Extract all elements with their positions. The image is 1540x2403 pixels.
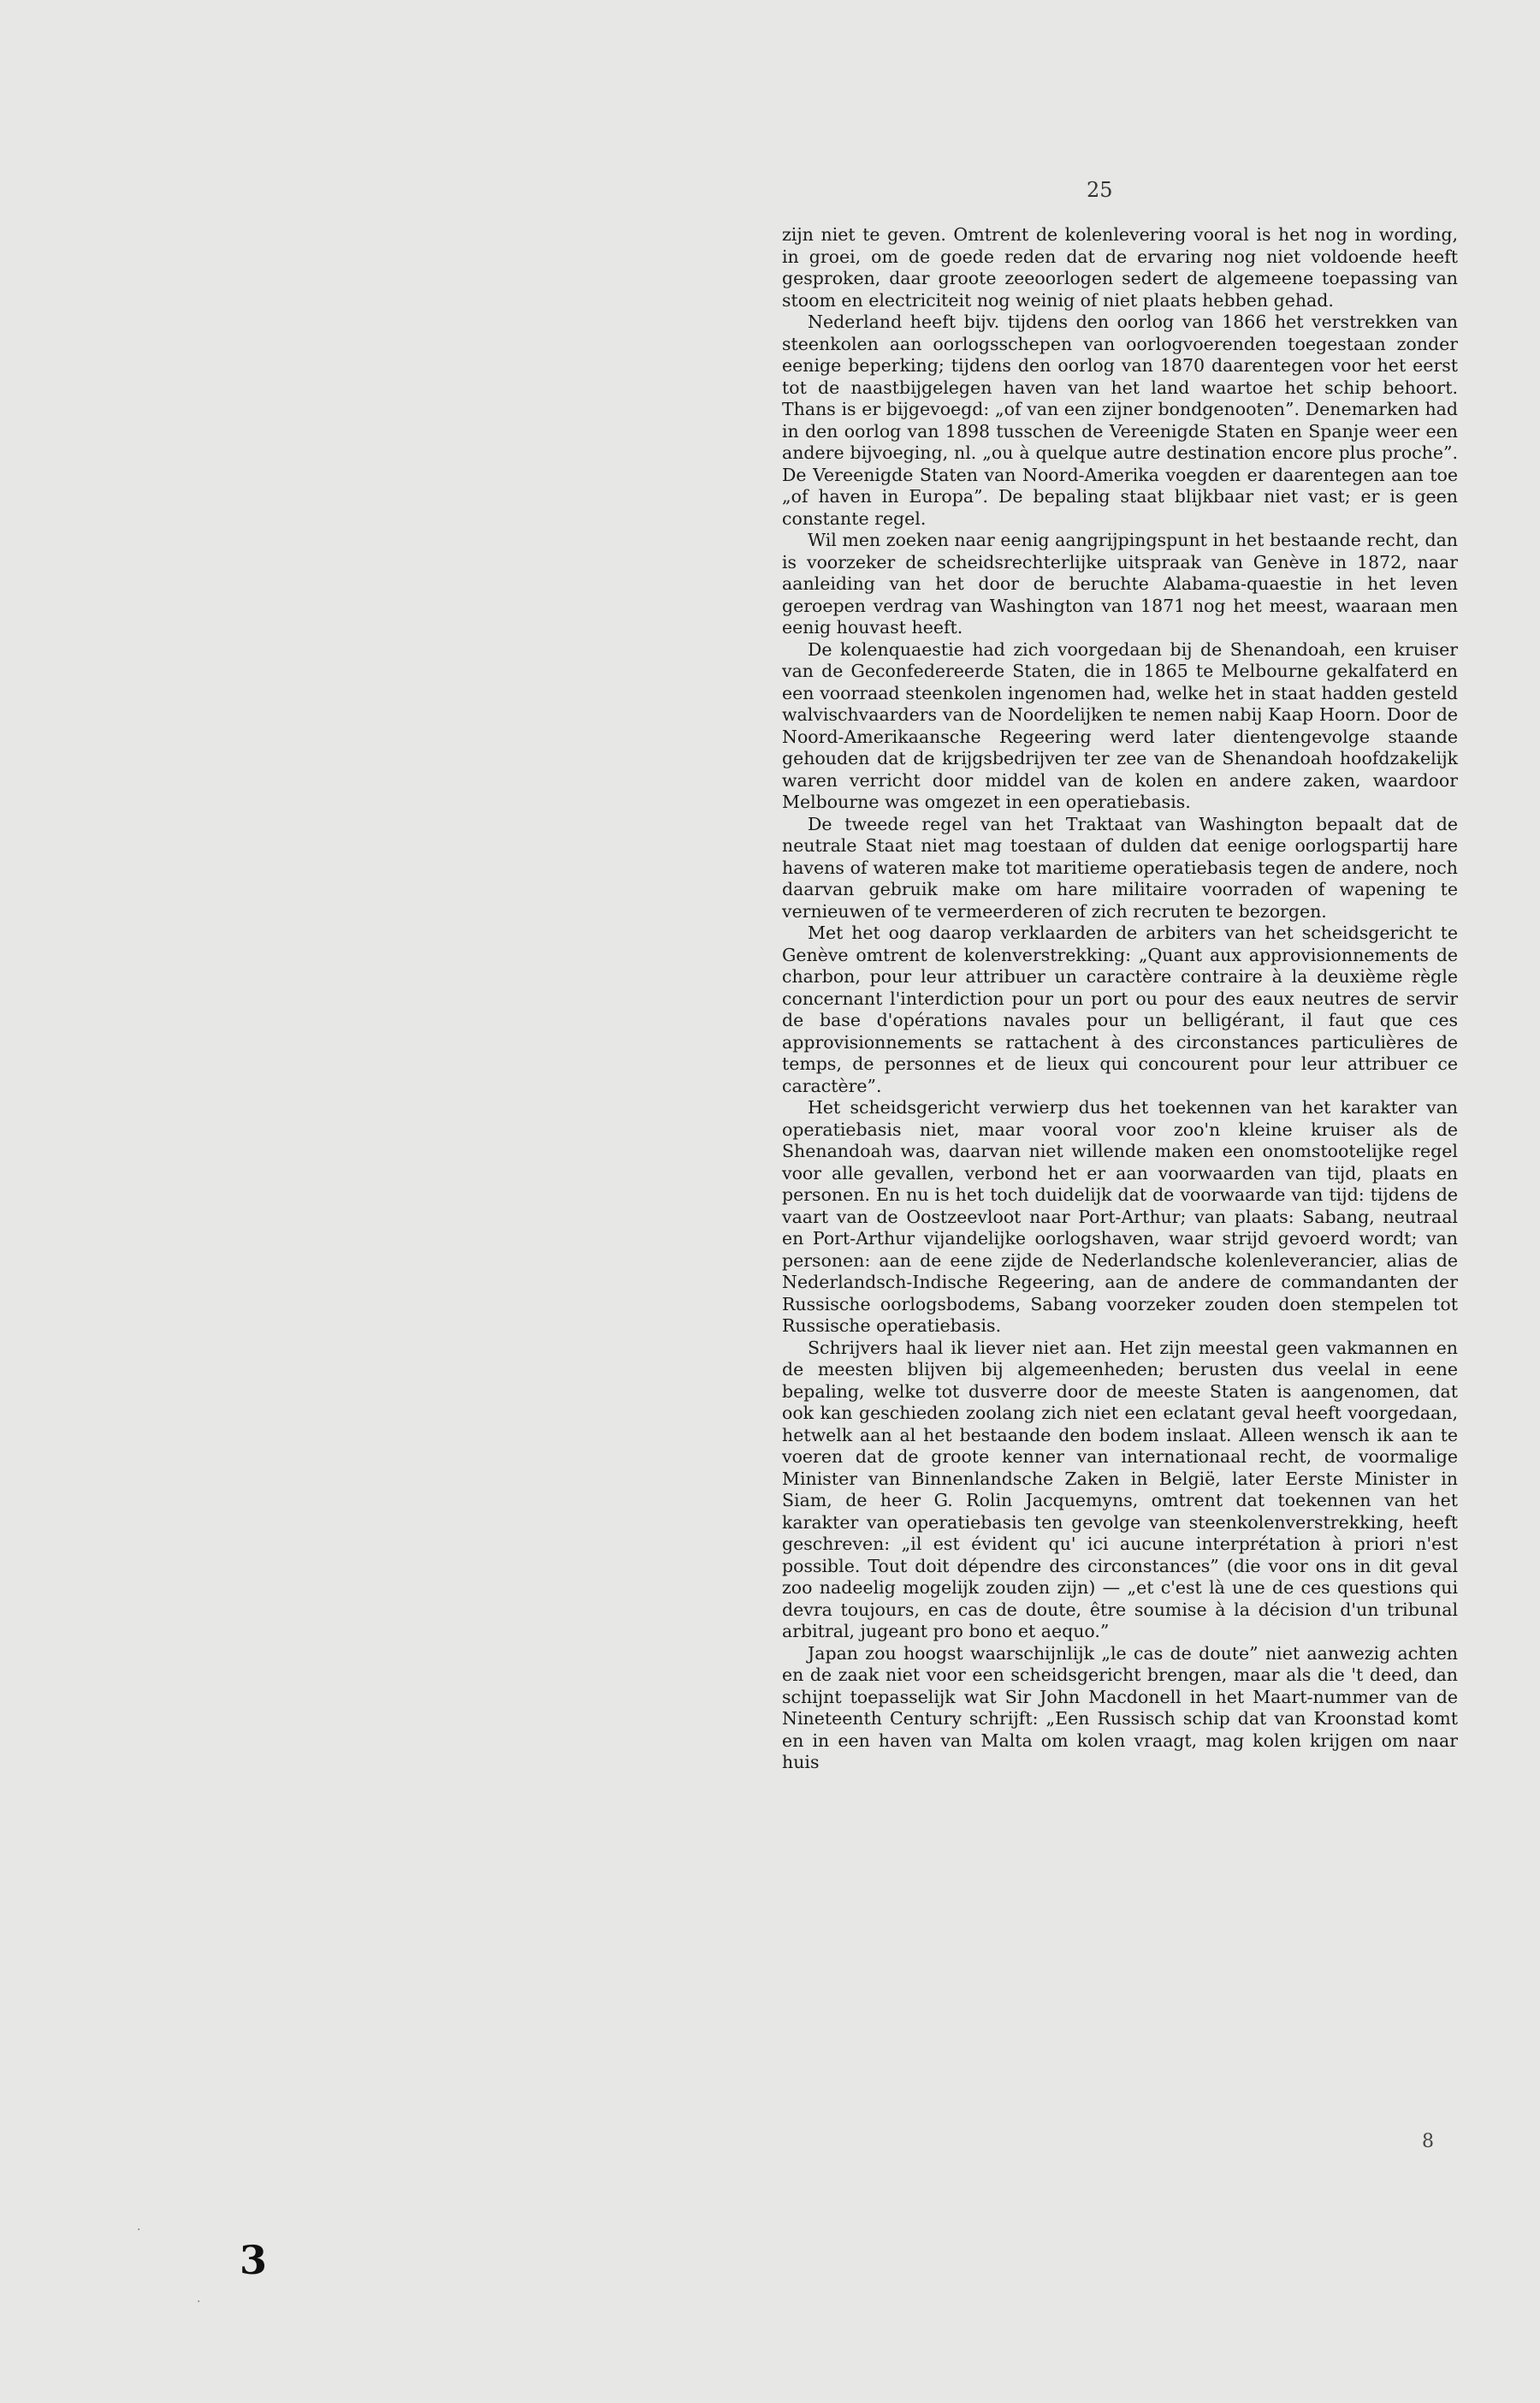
- paragraph: zijn niet te geven. Omtrent de kolenlevering vooral is het nog in wording, in groei, om de goede reden dat de ervaring nog niet voldoende heeft gesproken, daar groote zeeoorlogen sedert de algemeene toepassing van stoom en electriciteit nog weinig of niet plaats hebben gehad.: [782, 224, 1458, 311]
- paragraph: Japan zou hoogst waarschijnlijk „le cas de doute” niet aanwezig achten en de zaak niet voor een scheidsgericht brengen, maar als die 't deed, dan schijnt toepasselijk wat Sir John Macdonell in het Maart-nummer van de Nineteenth Century schrijft: „Een Russisch schip dat van Kroonstad komt en in een haven van Malta om kolen vraagt, mag kolen krijgen om naar huis: [782, 1642, 1458, 1772]
- paragraph: De tweede regel van het Traktaat van Washington bepaalt dat de neutrale Staat niet mag toestaan of dulden dat eenige oorlogspartij hare havens of wateren make tot maritieme operatiebasis tegen de andere, noch daarvan gebruik make om hare militaire voorraden of wapening te vernieuwen of te vermeerderen of zich recruten te bezorgen.: [782, 813, 1458, 922]
- paragraph: De kolenquaestie had zich voorgedaan bij de Shenandoah, een kruiser van de Geconfedereerde Staten, die in 1865 te Melbourne gekalfaterd en een voorraad steenkolen ingenomen had, welke het in staat hadden gesteld walvischvaarders van de Noordelijken te nemen nabij Kaap Hoorn. Door de Noord-Amerikaansche Regeering werd later dientengevolge staande gehouden dat de krijgsbedrijven ter zee van de Shenandoah hoofdzakelijk waren verricht door middel van de kolen en andere zaken, waardoor Melbourne was omgezet in een operatiebasis.: [782, 638, 1458, 812]
- paragraph: Nederland heeft bijv. tijdens den oorlog van 1866 het verstrekken van steenkolen aan oorlogsschepen van oorlogvoerenden toegestaan zonder eenige beperking; tijdens den oorlog van 1870 daarentegen voor het eerst tot de naastbijgelegen haven van het land waartoe het schip behoort. Thans is er bijgevoegd: „of van een zijner bondgenooten”. Denemarken had in den oorlog van 1898 tusschen de Vereenigde Staten en Spanje weer een andere bijvoeging, nl. „ou à quelque autre destination encore plus proche”. De Vereenigde Staten van Noord-Amerika voegden er daarentegen aan toe „of haven in Europa”. De bepaling staat blijkbaar niet vast; er is geen constante regel.: [782, 312, 1458, 529]
- signature-mark: 8: [1422, 2131, 1434, 2152]
- paper-speck: ·: [197, 2295, 201, 2309]
- text-column: [782, 224, 1458, 1774]
- paragraph: Met het oog daarop verklaarden de arbiters van het scheidsgericht te Genève omtrent de kolenverstrekking: „Quant aux approvisionnements de charbon, pour leur attribuer un caractère contraire à la deuxième règle concernant l'interdiction pour un port ou pour des eaux neutres de servir de base d'opérations navales pour un belligérant, il faut que ces approvisionnements se rattachent à des circonstances particulières de temps, de personnes et de lieux qui concourent pour leur attribuer ce caractère”.: [782, 923, 1458, 1096]
- folio-mark: 3: [240, 2237, 268, 2283]
- page-number: 25: [1087, 178, 1113, 202]
- paper-speck: ·: [137, 2223, 141, 2237]
- paragraph: Schrijvers haal ik liever niet aan. Het zijn meestal geen vakmannen en de meesten blijven bij algemeenheden; berusten dus veelal in eene bepaling, welke tot dusverre door de meeste Staten is aangenomen, dat ook kan geschieden zoolang zich niet een eclatant geval heeft voorgedaan, hetwelk aan al het bestaande den bodem inslaat. Alleen wensch ik aan te voeren dat de groote kenner van internationaal recht, de voormalige Minister van Binnenlandsche Zaken in België, later Eerste Minister in Siam, de heer G. Rolin Jacquemyns, omtrent dat toekennen van het karakter van operatiebasis ten gevolge van steenkolenverstrekking, heeft geschreven: „il est évident qu' ici aucune interprétation à priori n'est possible. Tout doit dépendre des circonstances” (die voor ons in dit geval zoo nadeelig mogelijk zouden zijn) — „et c'est là une de ces questions qui devra toujours, en cas de doute, être soumise à la décision d'un tribunal arbitral, jugeant pro bono et aequo.”: [782, 1337, 1458, 1641]
- paragraph: Wil men zoeken naar eenig aangrijpingspunt in het bestaande recht, dan is voorzeker de scheidsrechterlijke uitspraak van Genève in 1872, naar aanleiding van het door de beruchte Alabama-quaestie in het leven geroepen verdrag van Washington van 1871 nog het meest, waaraan men eenig houvast heeft.: [782, 530, 1458, 638]
- paragraph: Het scheidsgericht verwierp dus het toekennen van het karakter van operatiebasis niet, maar vooral voor zoo'n kleine kruiser als de Shenandoah was, daarvan niet willende maken een onomstootelijke regel voor alle gevallen, verbond het er aan voorwaarden van tijd, plaats en personen. En nu is het toch duidelijk dat de voorwaarde van tijd: tijdens de vaart van de Oostzeevloot naar Port-Arthur; van plaats: Sabang, neutraal en Port-Arthur vijandelijke oorlogshaven, waar strijd gevoerd wordt; van personen: aan de eene zijde de Nederlandsche kolenleverancier, alias de Nederlandsch-Indische Regeering, aan de andere de commandanten der Russische oorlogsbodems, Sabang voorzeker zouden doen stempelen tot Russische operatiebasis.: [782, 1097, 1458, 1336]
